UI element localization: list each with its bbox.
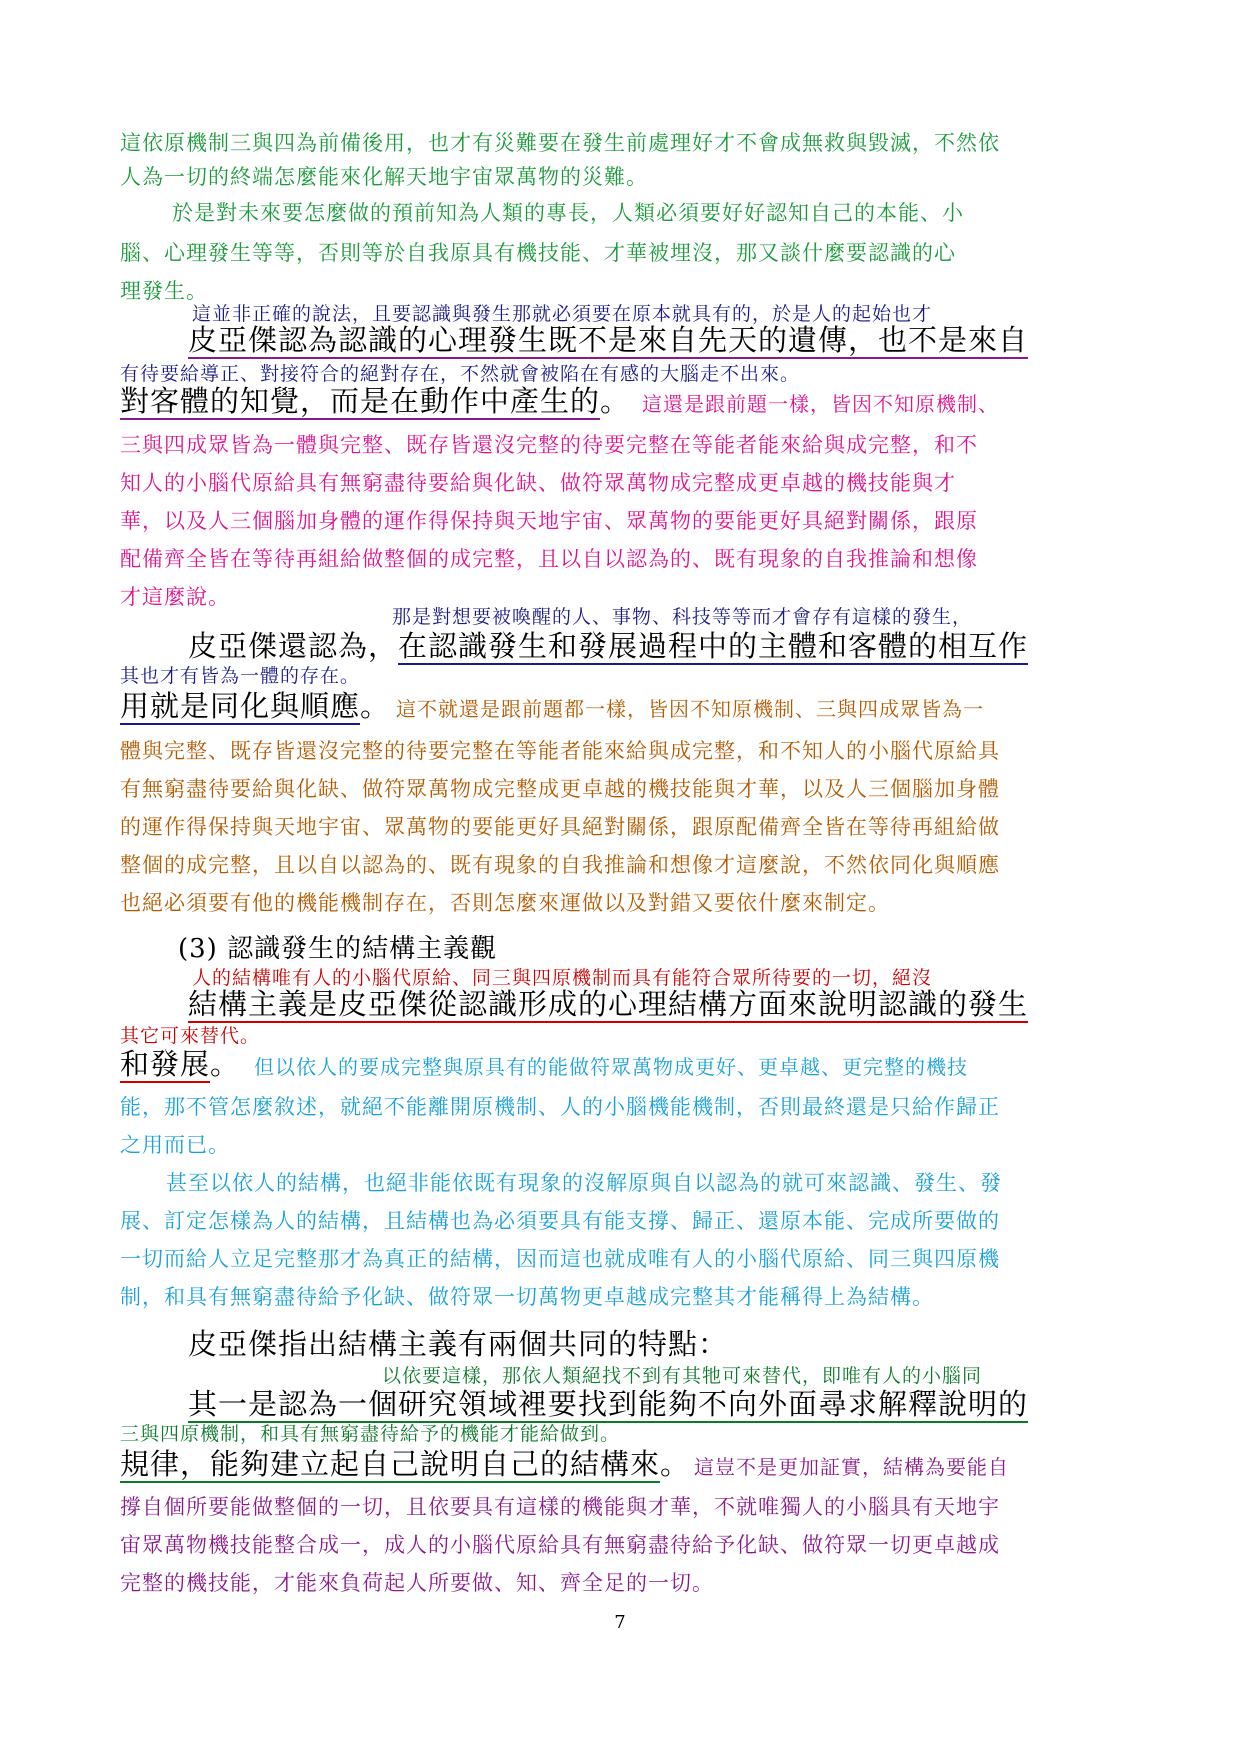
text-line: 有無窮盡待要給與化缺、做符眾萬物成完整成更卓越的機技能與才華，以及人三個腦加身體: [120, 777, 1000, 801]
text-line: 人為一切的終端怎麼能來化解天地宇宙眾萬物的災難。: [120, 165, 648, 189]
punctuation: 。: [660, 1447, 691, 1481]
text-line: 體與完整、既存皆還沒完整的待要完整在等能者能來給與成完整，和不知人的小腦代原給具: [120, 739, 1000, 763]
text-line: 的運作得保持與天地宇宙、眾萬物的要能更好具絕對關係，跟原配備齊全皆在等待再組給做: [120, 815, 1000, 839]
quote-line: 皮亞傑指出結構主義有兩個共同的特點：: [188, 1327, 729, 1361]
quote-text: 規律，能夠建立起自己說明自己的結構來: [120, 1447, 661, 1481]
quote-text: 其一是認為一個研究領域裡要找到能夠不向外面尋求解釋說明的: [188, 1387, 1029, 1421]
text-line: 配備齊全皆在等待再組給做整個的成完整，且以自以認為的、既有現象的自我推論和想像: [120, 547, 978, 571]
annotation-line: 這並非正確的說法，且要認識與發生那就必須要在原本就具有的，於是人的起始也才: [192, 303, 933, 325]
quote-text: 皮亞傑認為認識的心理發生既不是來自先天的遺傳，也不是來自: [188, 323, 1029, 357]
text-line: 華，以及人三個腦加身體的運作得保持與天地宇宙、眾萬物的要能更好具絕對關係，跟原: [120, 509, 978, 533]
text-line: 一切而給人立足完整那才為真正的結構，因而這也就成唯有人的小腦代原給、同三與四原機: [120, 1247, 1000, 1271]
quote-text: 對客體的知覺，而是在動作中產生的: [120, 384, 601, 418]
text-line: 撐自個所要能做整個的一切，且依要具有這樣的機能與才華，不就唯獨人的小腦具有天地宇: [120, 1495, 1000, 1519]
annotation-line: 以依要這樣，那依人類絕找不到有其牠可來替代，即唯有人的小腦同: [382, 1365, 983, 1387]
quote-line: [188, 986, 1028, 1022]
text-line: 制，和具有無窮盡待給予化缺、做符眾一切萬物更卓越成完整其才能稱得上為結構。: [120, 1285, 934, 1309]
text-line: 於是對未來要怎麼做的預前知為人類的專長，人類必須要好好認知自己的本能、小: [172, 201, 964, 225]
page-number: 7: [614, 1612, 626, 1633]
punctuation: 。: [360, 689, 391, 723]
annotation-line: 有待要給導正、對接符合的絕對存在，不然就會被陷在有感的大腦走不出來。: [120, 363, 801, 385]
text-line: 三與四成眾皆為一體與完整、既存皆還沒完整的待要完整在等能者能來給與成完整，和不: [120, 433, 978, 457]
comment-text: 這豈不是更加証實，結構為要能自: [694, 1455, 1010, 1479]
annotation-line: 其它可來替代。: [120, 1025, 261, 1047]
quote-line: [120, 1046, 968, 1085]
comment-text: 但以依人的要成完整與原具有的能做符眾萬物成更好、更卓越、更完整的機技: [254, 1055, 969, 1079]
quote-line: [188, 1386, 1028, 1422]
text-line: 這依原機制三與四為前備後用，也才有災難要在發生前處理好才不會成無救與毀滅，不然依: [120, 131, 1000, 155]
annotation-line: 其也才有皆為一體的存在。: [120, 665, 361, 687]
text-line: 也絕必須要有他的機能機制存在，否則怎麼來運做以及對錯又要依什麼來制定。: [120, 891, 890, 915]
punctuation: 。: [210, 1047, 241, 1081]
text-line: 完整的機技能，才能來負荷起人所要做、知、齊全足的一切。: [120, 1571, 714, 1595]
quote-text-underlined: 在認識發生和發展過程中的主體和客體的相互作: [398, 629, 1029, 663]
text-line: 之用而已。: [120, 1133, 230, 1157]
text-line: 腦、心理發生等等，否則等於自我原具有機技能、才華被埋沒，那又談什麼要認識的心: [120, 241, 956, 265]
text-line: 展、訂定怎樣為人的結構，且結構也為必須要具有能支撐、歸正、還原本能、完成所要做的: [120, 1209, 1000, 1233]
quote-line: [188, 322, 1028, 358]
text-line: 甚至以依人的結構，也絕非能依既有現象的沒解原與自以認為的就可來認識、發生、發: [166, 1171, 1002, 1195]
quote-text: 皮亞傑還認為，: [188, 629, 399, 663]
text-line: 才這麼說。: [120, 585, 230, 609]
quote-text: 結構主義是皮亞傑從認識形成的心理結構方面來說明認識的發生: [188, 987, 1029, 1021]
quote-text: 用就是同化與順應: [120, 689, 361, 723]
comment-text: 這還是跟前題一樣，皆因不知原機制、: [642, 392, 1000, 416]
annotation-line: 三與四原機制，和具有無窮盡待給予的機能才能給做到。: [120, 1423, 621, 1445]
punctuation: 。: [600, 384, 631, 418]
quote-line: [120, 383, 999, 422]
quote-text: 和發展: [120, 1047, 211, 1081]
comment-text: 這不就還是跟前題都一樣，皆因不知原機制、三與四成眾皆為一: [396, 697, 985, 721]
quote-line: [120, 1446, 1009, 1485]
text-line: 能，那不管怎麼敘述，就絕不能離開原機制、人的小腦機能機制，否則最終還是只給作歸正: [120, 1095, 1000, 1119]
annotation-line: 那是對想要被喚醒的人、事物、科技等等而才會存有這樣的發生，: [392, 606, 973, 628]
text-line: 整個的成完整，且以自以認為的、既有現象的自我推論和想像才這麼說，不然依同化與順應: [120, 853, 1000, 877]
section-heading: (3) 認識發生的結構主義觀: [178, 934, 498, 964]
text-line: 宙眾萬物機技能整合成一，成人的小腦代原給具有無窮盡待給予化缺、做符眾一切更卓越成: [120, 1533, 1000, 1557]
text-line: 知人的小腦代原給具有無窮盡待要給與化缺、做符眾萬物成完整成更卓越的機技能與才: [120, 471, 956, 495]
quote-line: [120, 688, 984, 727]
quote-line: [188, 628, 1028, 664]
annotation-line: 人的結構唯有人的小腦代原給、同三與四原機制而具有能符合眾所待要的一切，絕沒: [192, 967, 933, 989]
text-line: 理發生。: [120, 279, 208, 303]
